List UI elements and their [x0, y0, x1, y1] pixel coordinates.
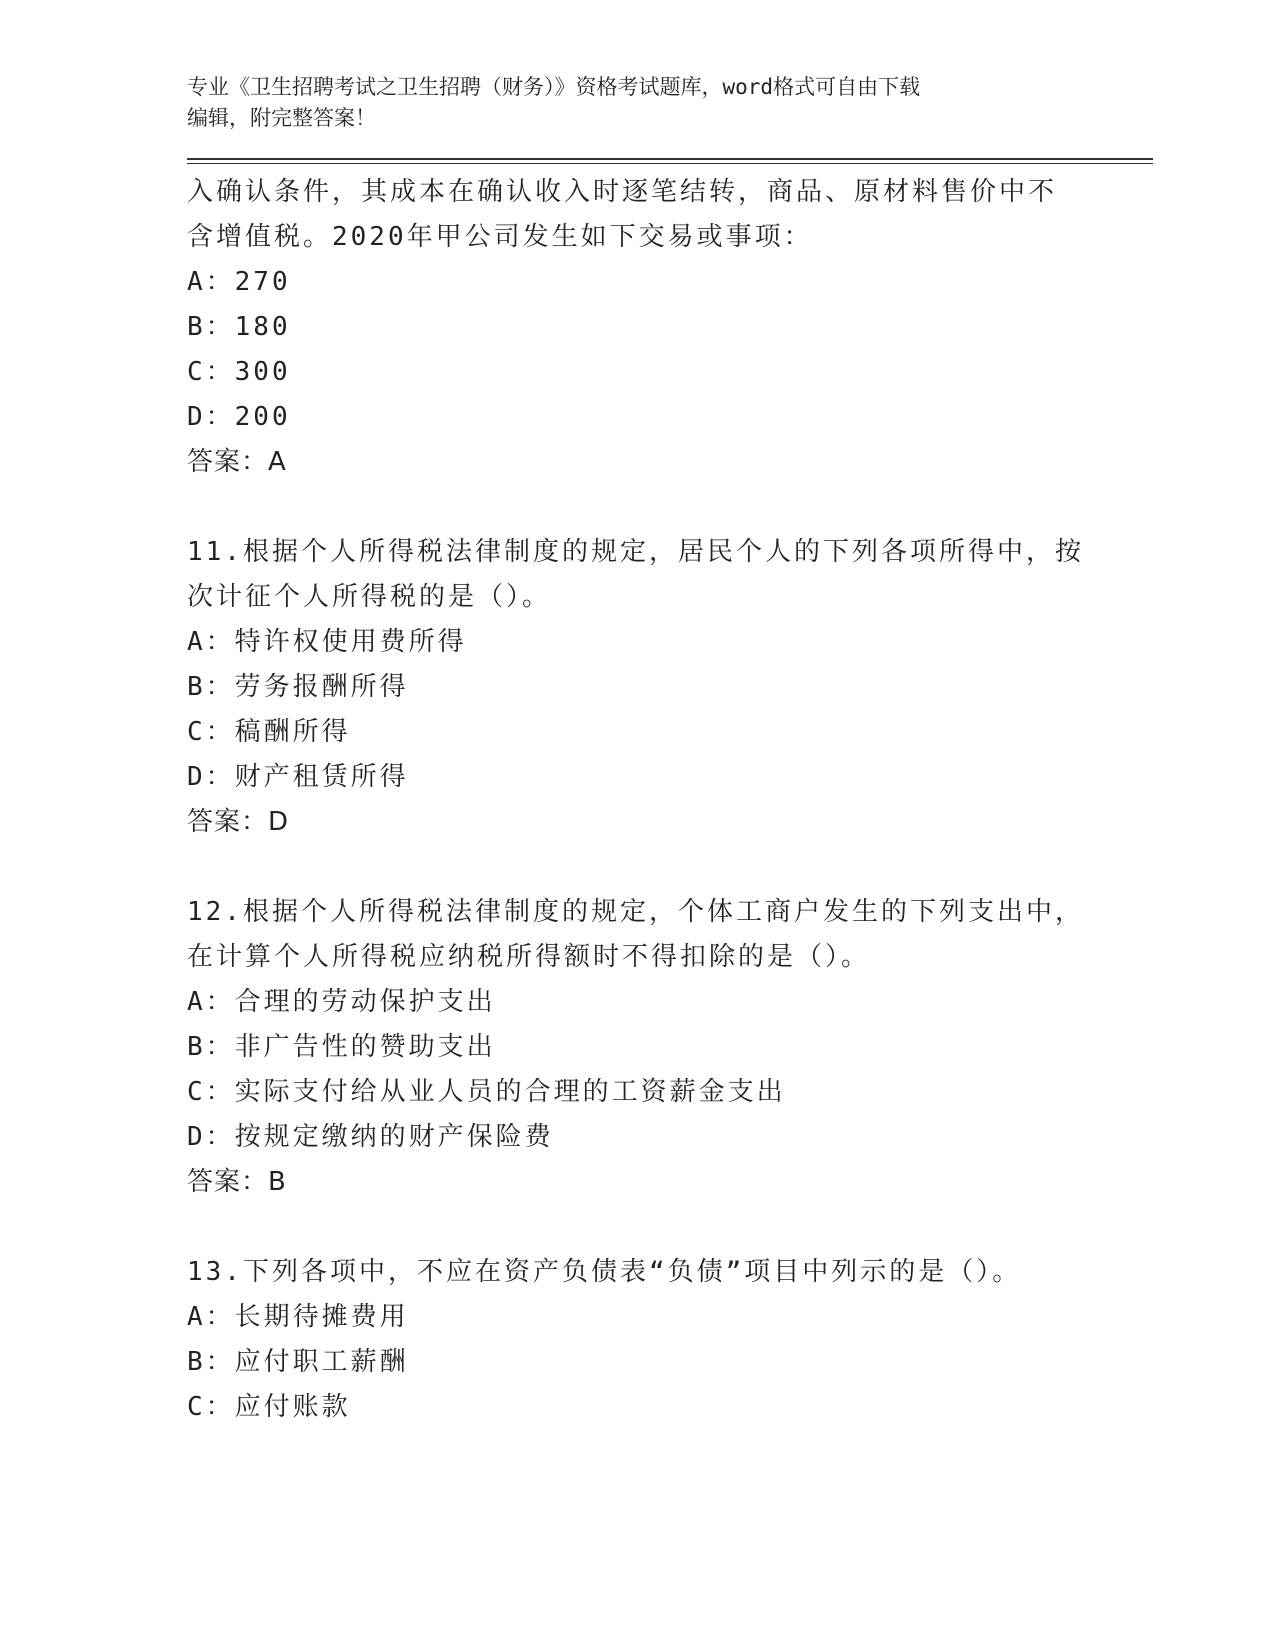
question-text: 13.下列各项中，不应在资产负债表“负债”项目中列示的是（）。	[187, 1257, 1022, 1287]
option-c: C：稿酬所得	[187, 717, 351, 747]
header-line: 专业《卫生招聘考试之卫生招聘（财务）》资格考试题库，word格式可自由下载	[187, 75, 921, 99]
answer: 答案：B	[187, 1167, 287, 1197]
option-b: B：应付职工薪酬	[187, 1347, 409, 1377]
question-text: 12.根据个人所得税法律制度的规定，个体工商户发生的下列支出中，	[187, 897, 1084, 927]
answer: 答案：A	[187, 447, 287, 477]
document-body	[187, 170, 1153, 1430]
option-c: C：300	[187, 357, 291, 387]
question-12	[187, 890, 1153, 1205]
option-a: A：长期待摊费用	[187, 1302, 409, 1332]
question-13	[187, 1250, 1153, 1430]
option-b: B：180	[187, 312, 291, 342]
question-text: 入确认条件，其成本在确认收入时逐笔结转，商品、原材料售价中不	[187, 177, 1058, 207]
header-line: 编辑，附完整答案！	[187, 106, 376, 130]
option-d: D：按规定缴纳的财产保险费	[187, 1122, 554, 1152]
answer: 答案：D	[187, 807, 290, 837]
question-text: 在计算个人所得税应纳税所得额时不得扣除的是（）。	[187, 942, 871, 972]
question-11	[187, 530, 1153, 845]
option-a: A：270	[187, 267, 291, 297]
document-page	[187, 72, 1153, 1430]
question-continuation	[187, 170, 1153, 485]
option-c: C：应付账款	[187, 1392, 351, 1422]
option-d: D：200	[187, 402, 291, 432]
option-d: D：财产租赁所得	[187, 762, 409, 792]
option-a: A：合理的劳动保护支出	[187, 987, 496, 1017]
header-rule	[187, 158, 1153, 164]
question-text: 次计征个人所得税的是（）。	[187, 582, 552, 612]
question-text: 含增值税。2020年甲公司发生如下交易或事项：	[187, 222, 813, 252]
option-b: B：劳务报酬所得	[187, 672, 409, 702]
document-header	[187, 72, 1153, 134]
option-a: A：特许权使用费所得	[187, 627, 467, 657]
option-b: B：非广告性的赞助支出	[187, 1032, 496, 1062]
question-text: 11.根据个人所得税法律制度的规定，居民个人的下列各项所得中，按	[187, 537, 1084, 567]
option-c: C：实际支付给从业人员的合理的工资薪金支出	[187, 1077, 786, 1107]
